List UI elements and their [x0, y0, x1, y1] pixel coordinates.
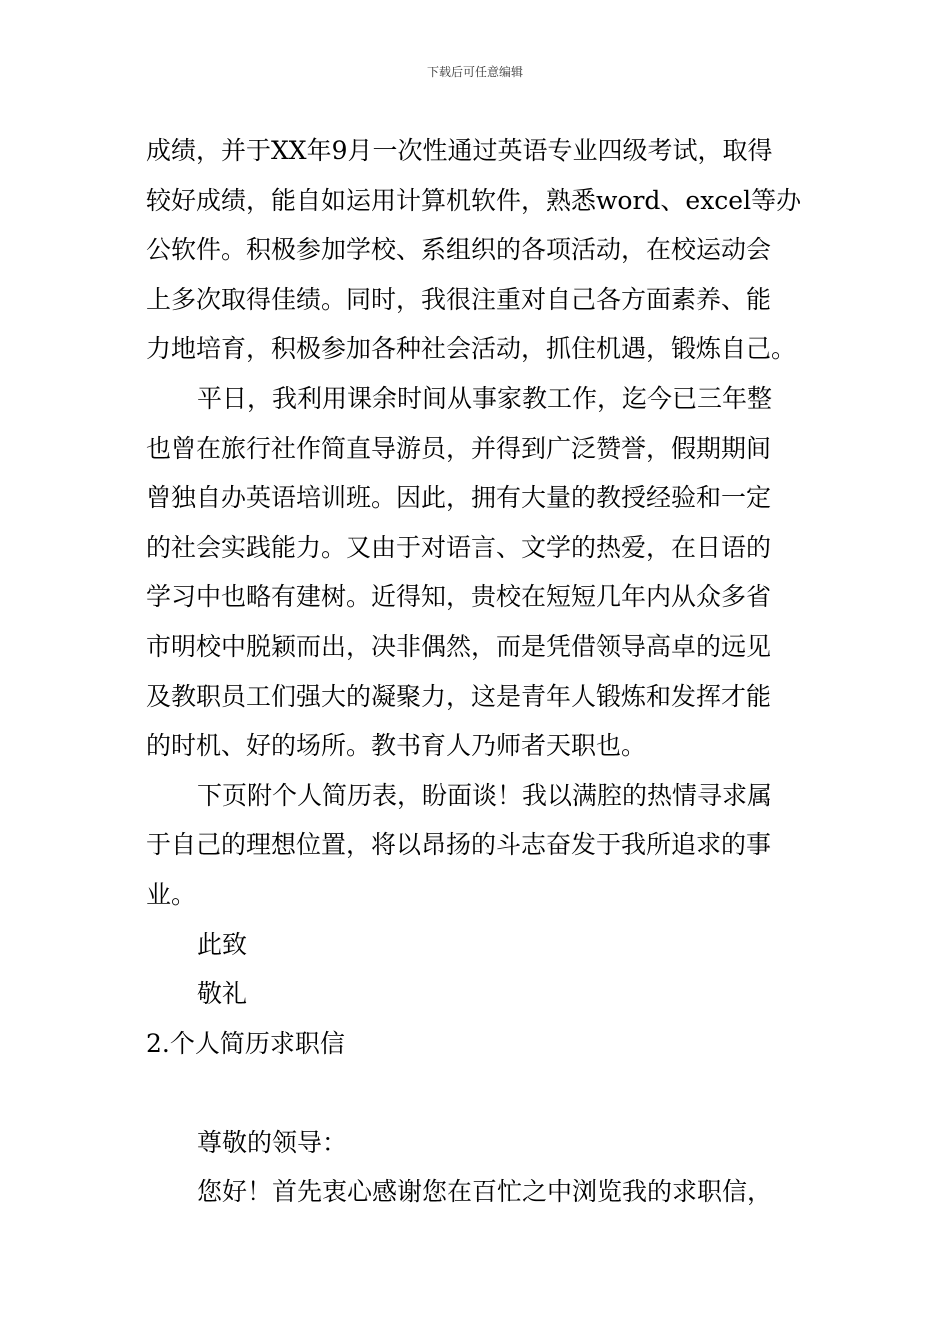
text-line: 力地培育，积极参加各种社会活动，抓住机遇，锻炼自己。 [146, 334, 797, 364]
paragraph-start-line: 您好！首先衷心感谢您在百忙之中浏览我的求职信， [197, 1177, 773, 1207]
text-line: 的时机、好的场所。教书育人乃师者天职也。 [146, 731, 647, 761]
text-line: 上多次取得佳绩。同时，我很注重对自己各方面素养、能 [146, 284, 772, 314]
paragraph-start-line: 下页附个人简历表，盼面谈！我以满腔的热情寻求属 [197, 780, 773, 810]
blank-line [146, 1068, 810, 1118]
letter-body [146, 126, 810, 1217]
section-heading: 2.个人简历求职信 [146, 1028, 345, 1058]
text-line: 市明校中脱颖而出，决非偶然，而是凭借领导高卓的远见 [146, 631, 772, 661]
text-line: 也曾在旅行社作简直导游员，并得到广泛赞誉，假期期间 [146, 433, 772, 463]
text-line: 成绩，并于XX年9月一次性通过英语专业四级考试，取得 [146, 136, 773, 165]
closing-regards: 敬礼 [197, 979, 248, 1009]
text-line: 较好成绩，能自如运用计算机软件，熟悉word、excel等办 [146, 185, 802, 215]
greeting-line: 尊敬的领导： [197, 1127, 348, 1157]
text-line: 公软件。积极参加学校、系组织的各项活动，在校运动会 [146, 235, 772, 265]
text-line: 业。 [146, 879, 197, 909]
text-line: 及教职员工们强大的凝聚力，这是青年人锻炼和发挥才能 [146, 681, 772, 711]
paragraph-start-line: 平日，我利用课余时间从事家教工作，迄今已三年整 [197, 383, 773, 413]
text-line: 于自己的理想位置，将以昂扬的斗志奋发于我所追求的事 [146, 830, 772, 860]
text-line: 学习中也略有建树。近得知，贵校在短短几年内从众多省 [146, 582, 772, 612]
closing-salutation: 此致 [197, 929, 248, 959]
text-line: 曾独自办英语培训班。因此，拥有大量的教授经验和一定 [146, 483, 772, 513]
text-line: 的社会实践能力。又由于对语言、文学的热爱，在日语的 [146, 532, 772, 562]
page-header: 下载后可任意编辑 [426, 65, 523, 79]
